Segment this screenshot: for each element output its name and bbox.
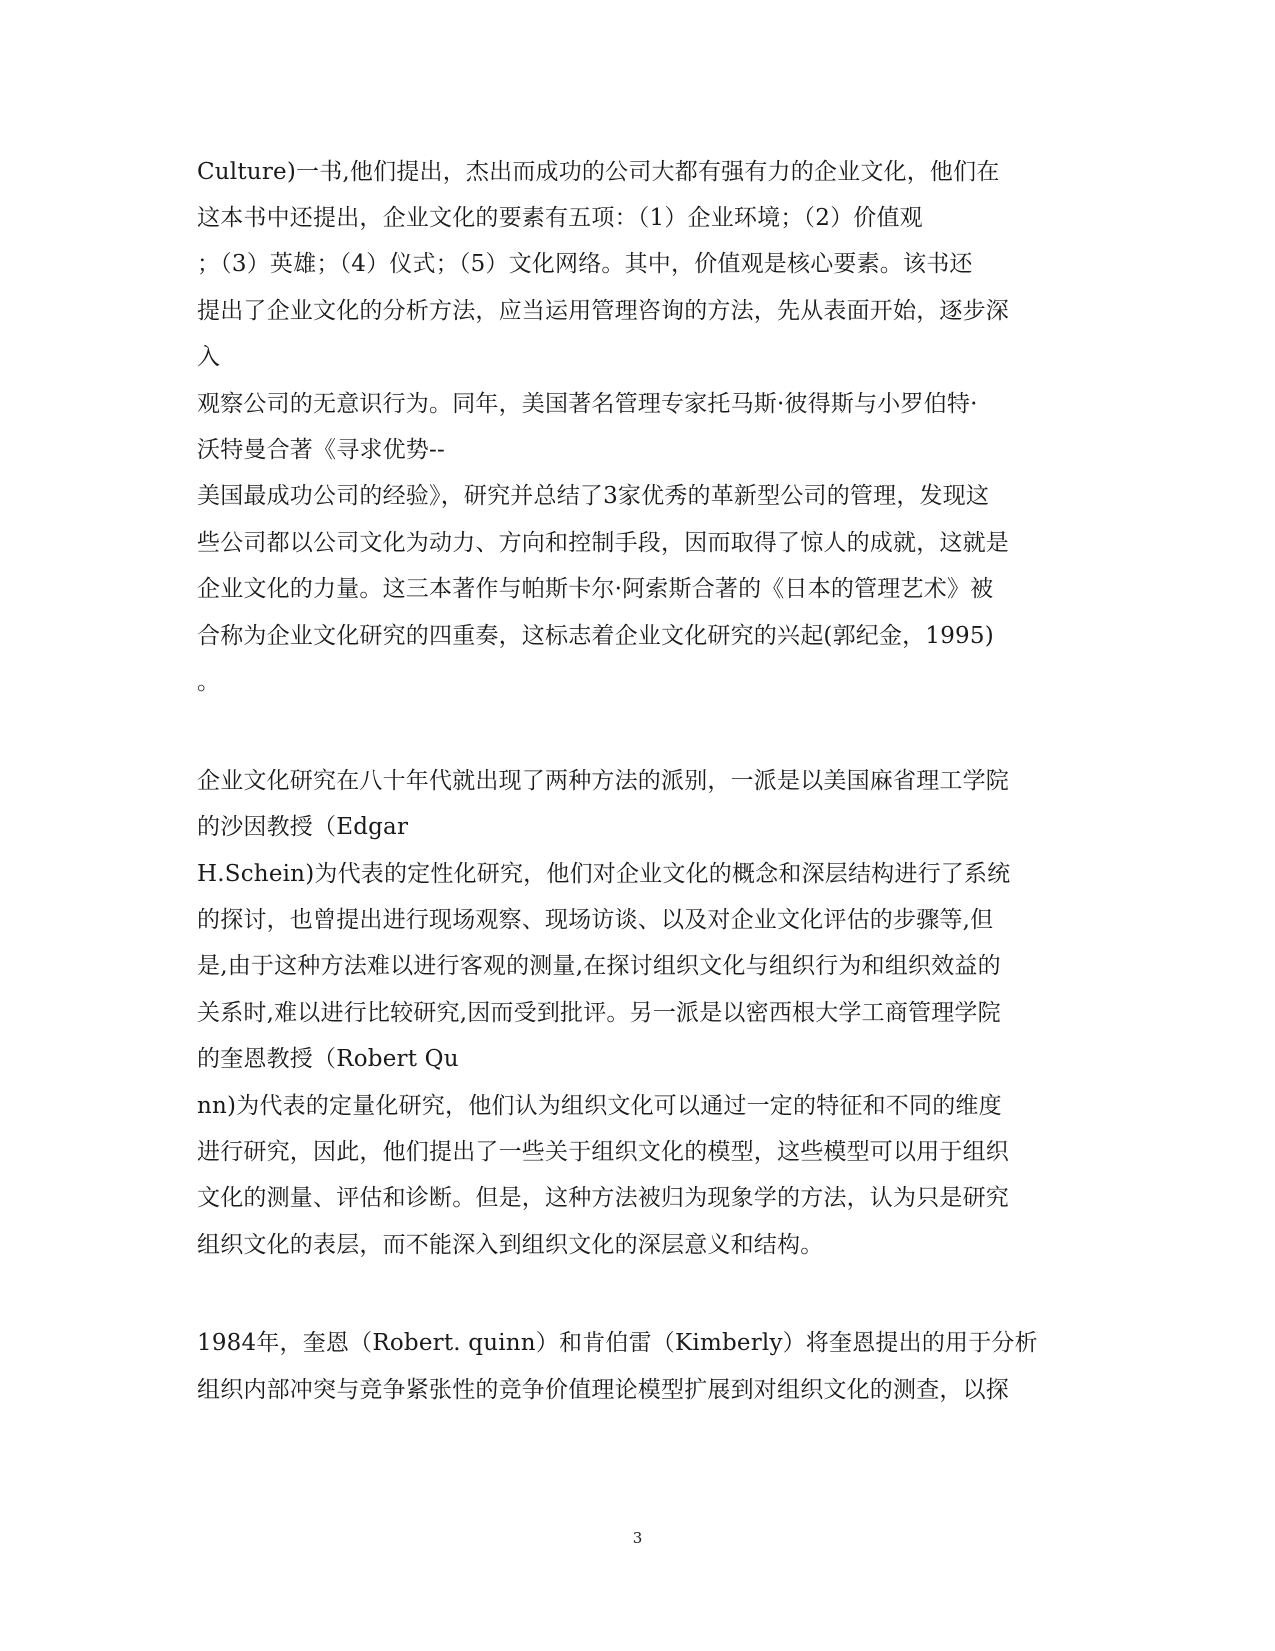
- text-line: nn)为代表的定量化研究，他们认为组织文化可以通过一定的特征和不同的维度: [197, 1093, 1002, 1119]
- text-line: 的沙因教授（Edgar: [197, 814, 409, 840]
- text-line: 关系时,难以进行比较研究,因而受到批评。另一派是以密西根大学工商管理学院: [197, 1000, 1001, 1026]
- page-number: 3: [632, 1529, 643, 1547]
- text-line: 这本书中还提出，企业文化的要素有五项：（1）企业环境；（2）价值观: [197, 205, 923, 231]
- text-line: 文化的测量、评估和诊断。但是，这种方法被归为现象学的方法，认为只是研究: [197, 1185, 1009, 1211]
- text-line: 。: [197, 669, 221, 695]
- text-line: 组织文化的表层，而不能深入到组织文化的深层意义和结构。: [197, 1232, 824, 1258]
- text-line: 的奎恩教授（Robert Qu: [197, 1046, 459, 1072]
- text-line: 的探讨，也曾提出进行现场观察、现场访谈、以及对企业文化评估的步骤等,但: [197, 907, 994, 933]
- text-line: 美国最成功公司的经验》，研究并总结了3家优秀的革新型公司的管理，发现这: [197, 483, 990, 509]
- text-line: 是,由于这种方法难以进行客观的测量,在探讨组织文化与组织行为和组织效益的: [197, 953, 1001, 979]
- text-line: 1984年，奎恩（Robert. quinn）和肯伯雷（Kimberly）将奎恩提出的用于分析: [197, 1330, 1038, 1356]
- text-line: 企业文化的力量。这三本著作与帕斯卡尔·阿索斯合著的《日本的管理艺术》被: [197, 576, 994, 602]
- text-line: 些公司都以公司文化为动力、方向和控制手段，因而取得了惊人的成就，这就是: [197, 530, 1009, 556]
- text-line: 进行研究，因此，他们提出了一些关于组织文化的模型，这些模型可以用于组织: [197, 1139, 1009, 1165]
- text-line: 沃特曼合著《寻求优势--: [197, 437, 445, 463]
- text-line: 组织内部冲突与竞争紧张性的竞争价值理论模型扩展到对组织文化的测查，以探: [197, 1377, 1009, 1403]
- text-line: Culture)一书,他们提出，杰出而成功的公司大都有强有力的企业文化，他们在: [197, 159, 1000, 185]
- text-line: ；（3）英雄；（4）仪式；（5）文化网络。其中，价值观是核心要素。该书还: [197, 251, 973, 277]
- text-line: 观察公司的无意识行为。同年，美国著名管理专家托马斯·彼得斯与小罗伯特·: [197, 391, 978, 417]
- text-line: 提出了企业文化的分析方法，应当运用管理咨询的方法，先从表面开始，逐步深: [197, 298, 1009, 324]
- text-line: 入: [197, 344, 221, 370]
- text-line: 企业文化研究在八十年代就出现了两种方法的派别，一派是以美国麻省理工学院: [197, 768, 1009, 794]
- text-line: H.Schein)为代表的定性化研究，他们对企业文化的概念和深层结构进行了系统: [197, 861, 1011, 887]
- text-line: 合称为企业文化研究的四重奏，这标志着企业文化研究的兴起(郭纪金，1995): [197, 623, 994, 649]
